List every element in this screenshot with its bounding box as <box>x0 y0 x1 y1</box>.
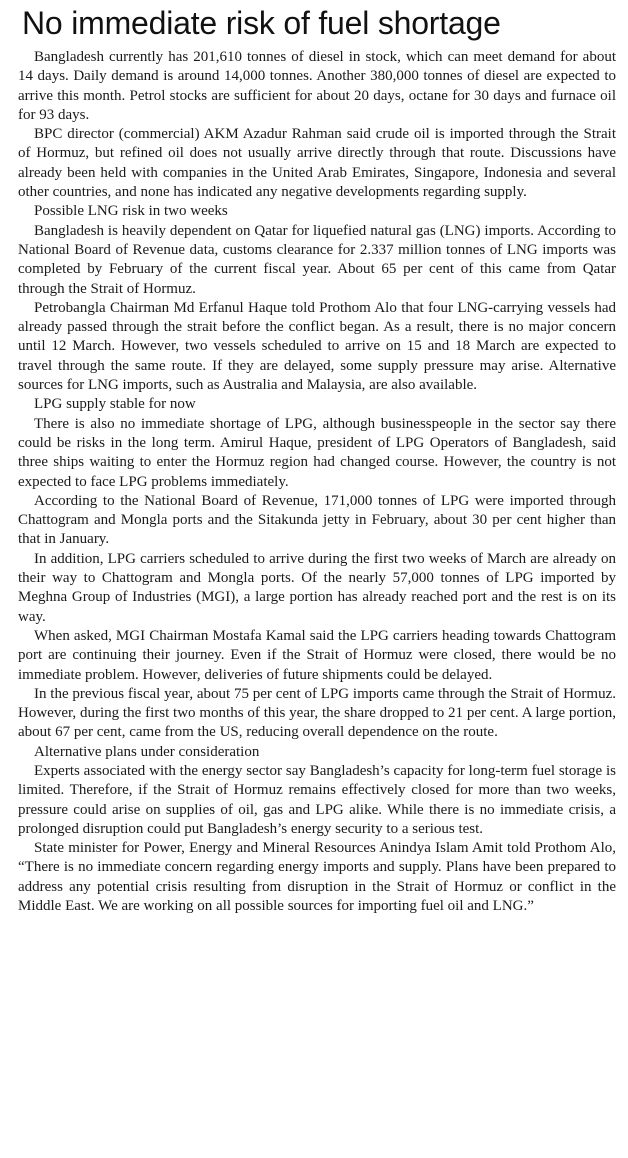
paragraph-nbr-lpg: According to the National Board of Revenue, 171,000 tonnes of LPG were imported through Chattogram and Mongla ports and the Sitakunda jetty in February, about 30 per cent higher than that in January. <box>18 492 616 548</box>
paragraph-mgi-chairman: When asked, MGI Chairman Mostafa Kamal said the LPG carriers heading towards Chattogram port are continuing their journey. Even if the Strait of Hormuz were closed, there would be no immediate problem. However, deliveries of future shipments could be delayed. <box>18 627 616 683</box>
paragraph-petrobangla: Petrobangla Chairman Md Erfanul Haque told Prothom Alo that four LNG-carrying vessels had already passed through the strait before the conflict began. As a result, there is no major concern until 12 March. However, two vessels scheduled to arrive on 15 and 18 March are expected to travel through the same route. If they are delayed, some supply pressure may arise. Alternative sources for LNG imports, such as Australia and Malaysia, are also available. <box>18 299 616 394</box>
subheading-alternative-plans: Alternative plans under consideration <box>34 743 260 760</box>
paragraph-lng-qatar: Bangladesh is heavily dependent on Qatar for liquefied natural gas (LNG) imports. According to National Board of Revenue data, customs clearance for 2.337 million tonnes of LNG imports was completed by February of the current fiscal year. About 65 per cent of this came from Qatar through the Strait of Hormuz. <box>18 222 616 297</box>
subheading-lng-risk: Possible LNG risk in two weeks <box>34 203 228 220</box>
article <box>18 0 616 916</box>
paragraph-experts: Experts associated with the energy sector say Bangladesh’s capacity for long-term fuel storage is limited. Therefore, if the Strait of Hormuz remains effectively closed for more than two weeks, pressure could arise on supplies of oil, gas and LPG alike. While there is no immediate crisis, a prolonged disruption could put Bangladesh’s energy security to a serious test. <box>18 762 616 837</box>
paragraph-bpc-director: BPC director (commercial) AKM Azadur Rahman said crude oil is imported through the Strait of Hormuz, but refined oil does not usually arrive directly through that route. Discussions have already been held with companies in the United Arab Emirates, Singapore, Indonesia and several other countries, and none has indicated any negative developments regarding supply. <box>18 126 616 201</box>
headline: No immediate risk of fuel shortage <box>22 5 501 41</box>
paragraph-previous-fiscal: In the previous fiscal year, about 75 per cent of LPG imports came through the Strait of Hormuz. However, during the first two months of this year, the share dropped to 21 per cent. A large portion, about 67 per cent, came from the US, reducing overall dependence on the route. <box>18 685 616 741</box>
subheading-lpg-supply: LPG supply stable for now <box>34 396 196 413</box>
article-body <box>18 48 616 916</box>
paragraph-diesel-stock: Bangladesh currently has 201,610 tonnes of diesel in stock, which can meet demand for about 14 days. Daily demand is around 14,000 tonnes. Another 380,000 tonnes of diesel are expected to arrive this month. Petrol stocks are sufficient for about 20 days, octane for 30 days and furnace oil for 93 days. <box>18 49 616 123</box>
paragraph-state-minister: State minister for Power, Energy and Mineral Resources Anindya Islam Amit told Prothom Alo, “There is no immediate concern regarding energy imports and supply. Plans have been prepared to address any potential crisis resulting from disruption in the Strait of Hormuz or conflict in the Middle East. We are working on all possible sources for importing fuel oil and LNG.” <box>18 840 616 915</box>
paragraph-lpg-shortage: There is also no immediate shortage of LPG, although businesspeople in the sector say there could be risks in the long term. Amirul Haque, president of LPG Operators of Bangladesh, said three ships waiting to enter the Hormuz region had changed course. However, the country is not expected to face LPG problems immediately. <box>18 415 616 490</box>
paragraph-lpg-carriers: In addition, LPG carriers scheduled to arrive during the first two weeks of March are already on their way to Chattogram and Mongla ports. Of the nearly 57,000 tonnes of LPG imported by Meghna Group of Industries (MGI), a large portion has already reached port and the rest is on its way. <box>18 550 616 625</box>
